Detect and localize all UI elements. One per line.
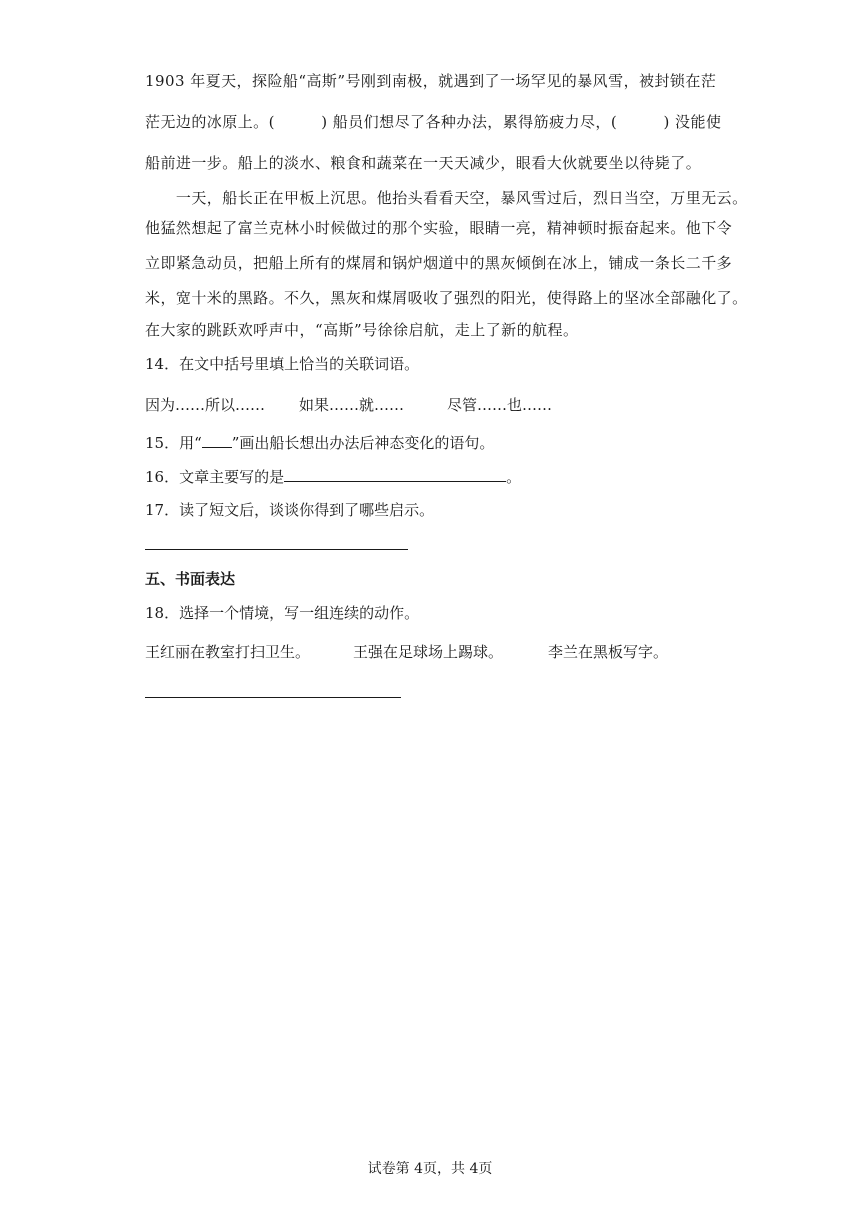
question-16-answer-blank[interactable] [284,481,506,482]
option-although-still: 尽管……也…… [447,396,553,414]
section-5-title: 五、书面表达 [145,570,236,588]
page-footer: 试卷第 4页，共 4页 [367,1161,493,1177]
option-if-then: 如果……就…… [299,396,405,414]
passage-line-8: 在大家的跳跃欢呼声中，“高斯”号徐徐启航，走上了新的航程。 [145,321,579,339]
option-because-so: 因为……所以…… [145,396,266,414]
question-16-prefix: 16．文章主要写的是 [145,468,285,486]
question-16 [145,467,720,487]
scenario-football: 王强在足球场上踢球。 [353,643,504,661]
question-18-options [145,642,720,662]
question-15-prefix: 15．用“ [145,434,202,452]
passage-line-6: 立即紧急动员，把船上所有的煤屑和锅炉烟道中的黑灰倾倒在冰上，铺成一条长二千多 [145,254,733,272]
question-17-answer-line[interactable] [145,549,408,550]
question-15-suffix: ”画出船长想出办法后神态变化的语句。 [231,434,495,452]
question-18: 18．选择一个情境，写一组连续的动作。 [145,604,420,622]
question-16-suffix: 。 [506,468,522,486]
question-14-options [145,395,720,415]
passage-line-2: 茫无边的冰原上。( ) 船员们想尽了各种办法，累得筋疲力尽，( ) 没能使 [145,113,722,131]
passage-line-1: 1903 年夏天，探险船“高斯”号刚到南极，就遇到了一场罕见的暴风雪，被封锁在茫 [145,72,717,90]
question-15 [145,433,720,453]
question-14: 14．在文中括号里填上恰当的关联词语。 [145,355,420,373]
question-18-answer-line[interactable] [145,697,401,698]
passage-line-7: 米，宽十米的黑路。不久，黑灰和煤屑吸收了强烈的阳光，使得路上的坚冰全部融化了。 [145,289,748,307]
passage-line-3: 船前进一步。船上的淡水、粮食和蔬菜在一天天减少，眼看大伙就要坐以待毙了。 [145,154,702,172]
passage-line-4: 一天，船长正在甲板上沉思。他抬头看看天空，暴风雪过后，烈日当空，万里无云。 [145,189,748,207]
question-17: 17．读了短文后，谈谈你得到了哪些启示。 [145,501,435,519]
scenario-blackboard: 李兰在黑板写字。 [548,643,669,661]
scenario-cleaning: 王红丽在教室打扫卫生。 [145,643,311,661]
underline-sample [202,447,232,448]
passage-line-5: 他猛然想起了富兰克林小时候做过的那个实验，眼睛一亮，精神顿时振奋起来。他下令 [145,219,733,237]
